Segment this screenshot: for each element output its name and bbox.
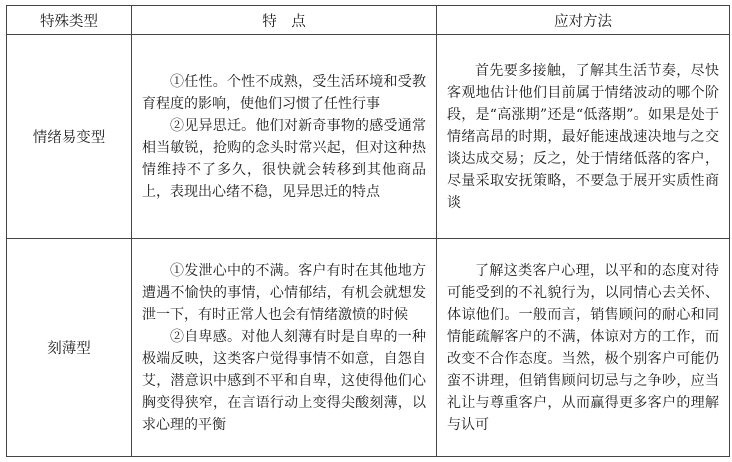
- row-method-cell: [437, 239, 730, 457]
- feature-item: ①发泄心中的不满。客户有时在其他地方遭遇不愉快的事情，心情郁结，有机会就想发泄一下，有时正常人也会有情绪激愤的时候: [142, 262, 426, 323]
- header-method: 应对方法: [437, 6, 730, 35]
- table-header-row: [7, 6, 730, 35]
- method-text: 首先要多接触，了解其生活节奏，尽快客观地估计他们目前属于情绪波动的哪个阶段，是“高涨期”还是“低落期”。如果是处于情绪高昂的时期，最好能速战速决地与之交谈达成交易；反之，处于情绪低落的客户，尽量采取安抚策略，不要急于展开实质性商谈: [447, 62, 719, 211]
- row-features-cell: [132, 35, 437, 239]
- table-row: [7, 239, 730, 457]
- feature-item: ①任性。个性不成熟，受生活环境和受教育程度的影响，使他们习惯了任性行事: [142, 73, 426, 112]
- method-text: 了解这类客户心理，以平和的态度对待可能受到的不礼貌行为，以同情心去关怀、体谅他们。一般而言，销售顾问的耐心和同情能疏解客户的不满，体谅对方的工作，而改变不合作态度。当然，极个别客户可能仍蛮不讲理，但销售顾问切忌与之争吵，应当礼让与尊重客户，从而赢得更多客户的理解与认可: [447, 262, 719, 433]
- header-features: 特 点: [132, 6, 437, 35]
- customer-types-table: [6, 5, 730, 457]
- table-row: [7, 35, 730, 239]
- feature-item: ②见异思迁。他们对新奇事物的感受通常相当敏锐，抢购的念头时常兴起，但对这种热情维持不了多久，很快就会转移到其他商品上，表现出心绪不稳，见异思迁的特点: [142, 117, 426, 200]
- header-type: 特殊类型: [7, 6, 132, 35]
- row-type-label: 刻薄型: [7, 239, 132, 457]
- row-features-cell: [132, 239, 437, 457]
- row-type-label: 情绪易变型: [7, 35, 132, 239]
- row-method-cell: [437, 35, 730, 239]
- feature-item: ②自卑感。对他人刻薄有时是自卑的一种极端反映，这类客户觉得事情不如意，自怨自艾，潜意识中感到不平和自卑，这使得他们心胸变得狭窄，在言语行动上变得尖酸刻薄，以求心理的平衡: [142, 328, 426, 433]
